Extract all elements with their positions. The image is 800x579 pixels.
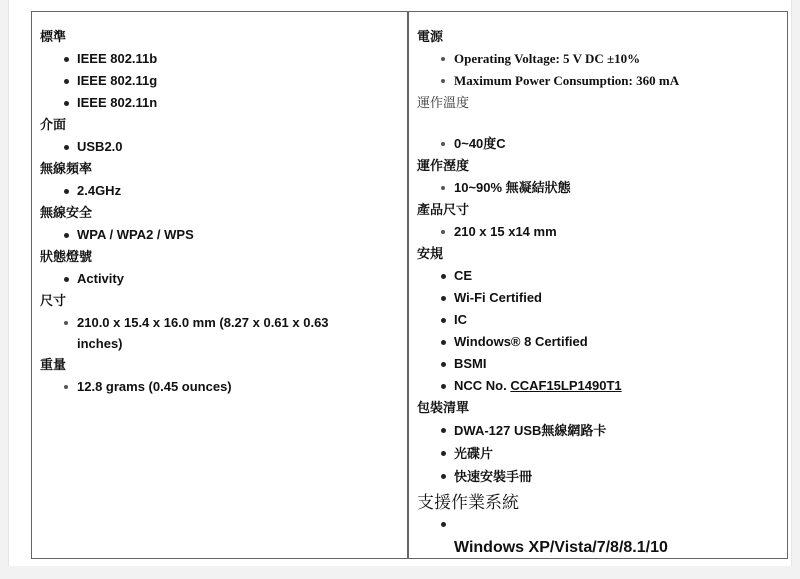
standards-heading: 標準 — [40, 29, 67, 44]
os-heading: 支援作業系統 — [417, 493, 519, 512]
bullet-icon — [441, 522, 446, 527]
spec-column-right — [409, 12, 787, 558]
bullet-icon — [441, 362, 446, 367]
op-temp-list — [417, 133, 787, 155]
power-heading: 電源 — [417, 29, 444, 44]
list-item: Maximum Power Consumption: 360 mA — [417, 70, 787, 92]
bullet-icon — [64, 145, 69, 150]
weight-list — [40, 376, 407, 398]
package-list — [417, 419, 787, 488]
bullet-icon — [64, 277, 69, 282]
size-list — [40, 312, 407, 354]
bullet-icon — [441, 142, 445, 146]
product-size-list — [417, 221, 787, 243]
cert-heading: 安規 — [417, 246, 444, 261]
list-item: BSMI — [417, 353, 787, 375]
op-temp-heading: 運作溫度 — [417, 95, 470, 110]
bullet-icon — [64, 101, 69, 106]
list-item: Windows XP/Vista/7/8/8.1/10 — [417, 516, 787, 560]
list-item: IC — [417, 309, 787, 331]
bullet-icon — [64, 321, 68, 325]
list-item: 光碟片 — [417, 442, 787, 465]
product-size-heading: 產品尺寸 — [417, 202, 470, 217]
bullet-icon — [441, 296, 446, 301]
interface-heading: 介面 — [40, 117, 67, 132]
weight-heading: 重量 — [40, 357, 67, 372]
spec-table — [31, 11, 788, 559]
ncc-code: CCAF15LP1490T1 — [510, 378, 622, 393]
list-item: CE — [417, 265, 787, 287]
list-item: 0~40度C — [417, 133, 787, 155]
bullet-icon — [64, 233, 69, 238]
list-item: 210 x 15 x14 mm — [417, 221, 787, 243]
interface-list — [40, 136, 407, 158]
list-item: 210.0 x 15.4 x 16.0 mm (8.27 x 0.61 x 0.63 inches) — [40, 312, 407, 354]
op-humidity-list — [417, 177, 787, 199]
list-item: 2.4GHz — [40, 180, 407, 202]
size-heading: 尺寸 — [40, 293, 67, 308]
list-item: IEEE 802.11b — [40, 48, 407, 70]
security-heading: 無線安全 — [40, 205, 93, 220]
list-item: DWA-127 USB無線網路卡 — [417, 419, 787, 442]
frequency-heading: 無線頻率 — [40, 161, 93, 176]
frequency-list — [40, 180, 407, 202]
list-item: Wi-Fi Certified — [417, 287, 787, 309]
list-item: Activity — [40, 268, 407, 290]
list-item: IEEE 802.11n — [40, 92, 407, 114]
bullet-icon — [441, 384, 446, 389]
list-item: IEEE 802.11g — [40, 70, 407, 92]
bullet-icon — [441, 274, 446, 279]
security-list — [40, 224, 407, 246]
power-list — [417, 48, 787, 92]
op-humidity-heading: 運作溼度 — [417, 158, 470, 173]
spec-column-left — [32, 12, 409, 558]
bullet-icon — [64, 79, 69, 84]
bullet-icon — [441, 474, 446, 479]
list-item: 快速安裝手冊 — [417, 465, 787, 488]
bullet-icon — [64, 385, 68, 389]
list-item — [417, 375, 787, 397]
bullet-icon — [64, 189, 69, 194]
ncc-prefix: NCC No. — [454, 378, 511, 393]
led-heading: 狀態燈號 — [40, 249, 93, 264]
led-list — [40, 268, 407, 290]
list-item: Windows® 8 Certified — [417, 331, 787, 353]
list-item: 12.8 grams (0.45 ounces) — [40, 376, 407, 398]
bullet-icon — [441, 428, 446, 433]
os-list — [417, 516, 787, 560]
bullet-icon — [441, 318, 446, 323]
bullet-icon — [441, 57, 445, 61]
page-card — [8, 0, 792, 566]
bullet-icon — [441, 230, 445, 234]
bullet-icon — [64, 57, 69, 62]
bullet-icon — [441, 340, 446, 345]
list-item: 10~90% 無凝結狀態 — [417, 177, 787, 199]
bullet-icon — [441, 186, 445, 190]
list-item: Operating Voltage: 5 V DC ±10% — [417, 48, 787, 70]
bullet-icon — [441, 451, 446, 456]
cert-list — [417, 265, 787, 397]
list-item: USB2.0 — [40, 136, 407, 158]
spacer — [417, 114, 787, 133]
list-item: WPA / WPA2 / WPS — [40, 224, 407, 246]
bullet-icon — [441, 79, 445, 83]
standards-list — [40, 48, 407, 114]
package-heading: 包裝清單 — [417, 400, 470, 415]
